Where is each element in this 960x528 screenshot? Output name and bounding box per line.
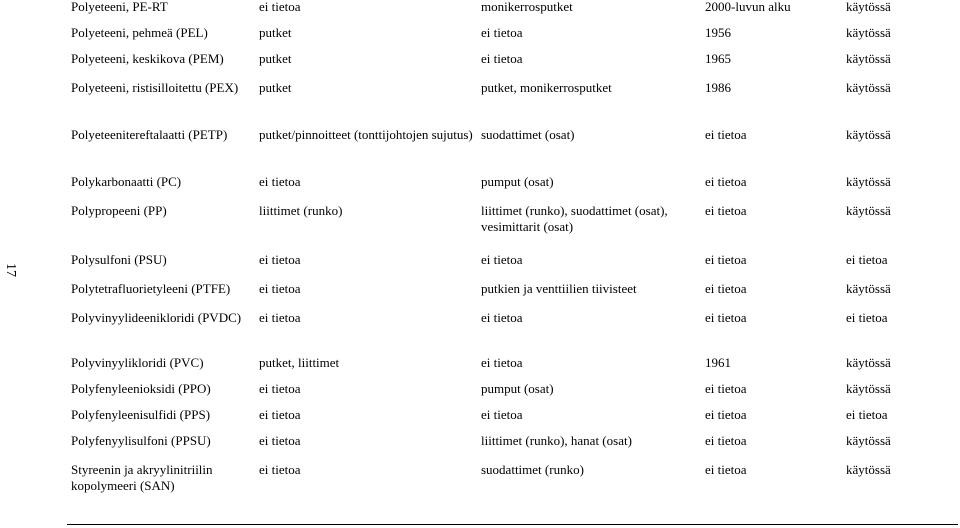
year-cell: 1961 bbox=[705, 355, 731, 370]
material-cell: Polyeteenitereftalaatti (PETP) bbox=[71, 127, 228, 142]
use-cell: putket bbox=[259, 51, 292, 66]
year-cell: 1956 bbox=[705, 25, 731, 40]
use-cell: putket bbox=[259, 80, 292, 95]
material-cell: Polyeteeni, ristisilloitettu (PEX) bbox=[71, 80, 239, 95]
use-cell: ei tietoa bbox=[481, 355, 523, 370]
year-cell: 1965 bbox=[705, 51, 731, 66]
use-cell: ei tietoa bbox=[481, 407, 523, 422]
use-cell: liittimet (runko), hanat (osat) bbox=[481, 433, 632, 448]
status-cell: käytössä bbox=[846, 203, 891, 218]
material-cell: Styreenin ja akryylinitriilin kopolymeeri (SAN) bbox=[71, 462, 213, 493]
use-cell: ei tietoa bbox=[259, 174, 301, 189]
use-cell: ei tietoa bbox=[481, 25, 523, 40]
use-cell: ei tietoa bbox=[259, 0, 301, 14]
status-cell: käytössä bbox=[846, 174, 891, 189]
use-cell: ei tietoa bbox=[481, 310, 523, 325]
use-cell: monikerrosputket bbox=[481, 0, 573, 14]
use-cell: liittimet (runko), suodattimet (osat), vesimittarit (osat) bbox=[481, 203, 668, 234]
status-cell: käytössä bbox=[846, 433, 891, 448]
use-cell: ei tietoa bbox=[481, 51, 523, 66]
year-cell: 2000-luvun alku bbox=[705, 0, 791, 14]
use-cell: putket bbox=[259, 25, 292, 40]
material-cell: Polyfenyleenisulfidi (PPS) bbox=[71, 407, 211, 422]
year-cell: ei tietoa bbox=[705, 174, 747, 189]
material-cell: Polyfenyylisulfoni (PPSU) bbox=[71, 433, 211, 448]
status-cell: käytössä bbox=[846, 355, 891, 370]
year-cell: ei tietoa bbox=[705, 281, 747, 296]
year-cell: 1986 bbox=[705, 80, 731, 95]
material-cell: Polyeteeni, PE-RT bbox=[71, 0, 168, 14]
status-cell: käytössä bbox=[846, 381, 891, 396]
status-cell: käytössä bbox=[846, 281, 891, 296]
status-cell: käytössä bbox=[846, 462, 891, 477]
use-cell: ei tietoa bbox=[481, 252, 523, 267]
year-cell: ei tietoa bbox=[705, 127, 747, 142]
year-cell: ei tietoa bbox=[705, 462, 747, 477]
use-cell: ei tietoa bbox=[259, 462, 301, 477]
status-cell: ei tietoa bbox=[846, 252, 888, 267]
use-cell: ei tietoa bbox=[259, 310, 301, 325]
material-cell: Polyvinyylikloridi (PVC) bbox=[71, 355, 204, 370]
material-cell: Polypropeeni (PP) bbox=[71, 203, 167, 218]
use-cell: suodattimet (runko) bbox=[481, 462, 584, 477]
use-cell: putket, liittimet bbox=[259, 355, 340, 370]
use-cell: ei tietoa bbox=[259, 433, 301, 448]
year-cell: ei tietoa bbox=[705, 203, 747, 218]
status-cell: käytössä bbox=[846, 0, 891, 14]
year-cell: ei tietoa bbox=[705, 433, 747, 448]
use-cell: putkien ja venttiilien tiivisteet bbox=[481, 281, 637, 296]
use-cell: putket, monikerrosputket bbox=[481, 80, 612, 95]
use-cell: putket/pinnoitteet (tonttijohtojen sujutus) bbox=[259, 127, 473, 142]
material-cell: Polytetrafluorietyleeni (PTFE) bbox=[71, 281, 231, 296]
use-cell: ei tietoa bbox=[259, 252, 301, 267]
use-cell: ei tietoa bbox=[259, 381, 301, 396]
use-cell: ei tietoa bbox=[259, 407, 301, 422]
use-cell: liittimet (runko) bbox=[259, 203, 343, 218]
material-cell: Polyeteeni, pehmeä (PEL) bbox=[71, 25, 208, 40]
use-cell: ei tietoa bbox=[259, 281, 301, 296]
material-cell: Polyvinyylideenikloridi (PVDC) bbox=[71, 310, 242, 325]
use-cell: pumput (osat) bbox=[481, 381, 554, 396]
use-cell: pumput (osat) bbox=[481, 174, 554, 189]
status-cell: käytössä bbox=[846, 80, 891, 95]
year-cell: ei tietoa bbox=[705, 252, 747, 267]
footer-divider bbox=[67, 524, 958, 525]
status-cell: käytössä bbox=[846, 51, 891, 66]
material-cell: Polykarbonaatti (PC) bbox=[71, 174, 182, 189]
year-cell: ei tietoa bbox=[705, 310, 747, 325]
year-cell: ei tietoa bbox=[705, 381, 747, 396]
page-number: 17 bbox=[3, 263, 18, 277]
material-cell: Polyfenyleenioksidi (PPO) bbox=[71, 381, 211, 396]
material-cell: Polysulfoni (PSU) bbox=[71, 252, 167, 267]
year-cell: ei tietoa bbox=[705, 407, 747, 422]
status-cell: käytössä bbox=[846, 127, 891, 142]
status-cell: ei tietoa bbox=[846, 407, 888, 422]
material-cell: Polyeteeni, keskikova (PEM) bbox=[71, 51, 224, 66]
status-cell: ei tietoa bbox=[846, 310, 888, 325]
use-cell: suodattimet (osat) bbox=[481, 127, 575, 142]
status-cell: käytössä bbox=[846, 25, 891, 40]
